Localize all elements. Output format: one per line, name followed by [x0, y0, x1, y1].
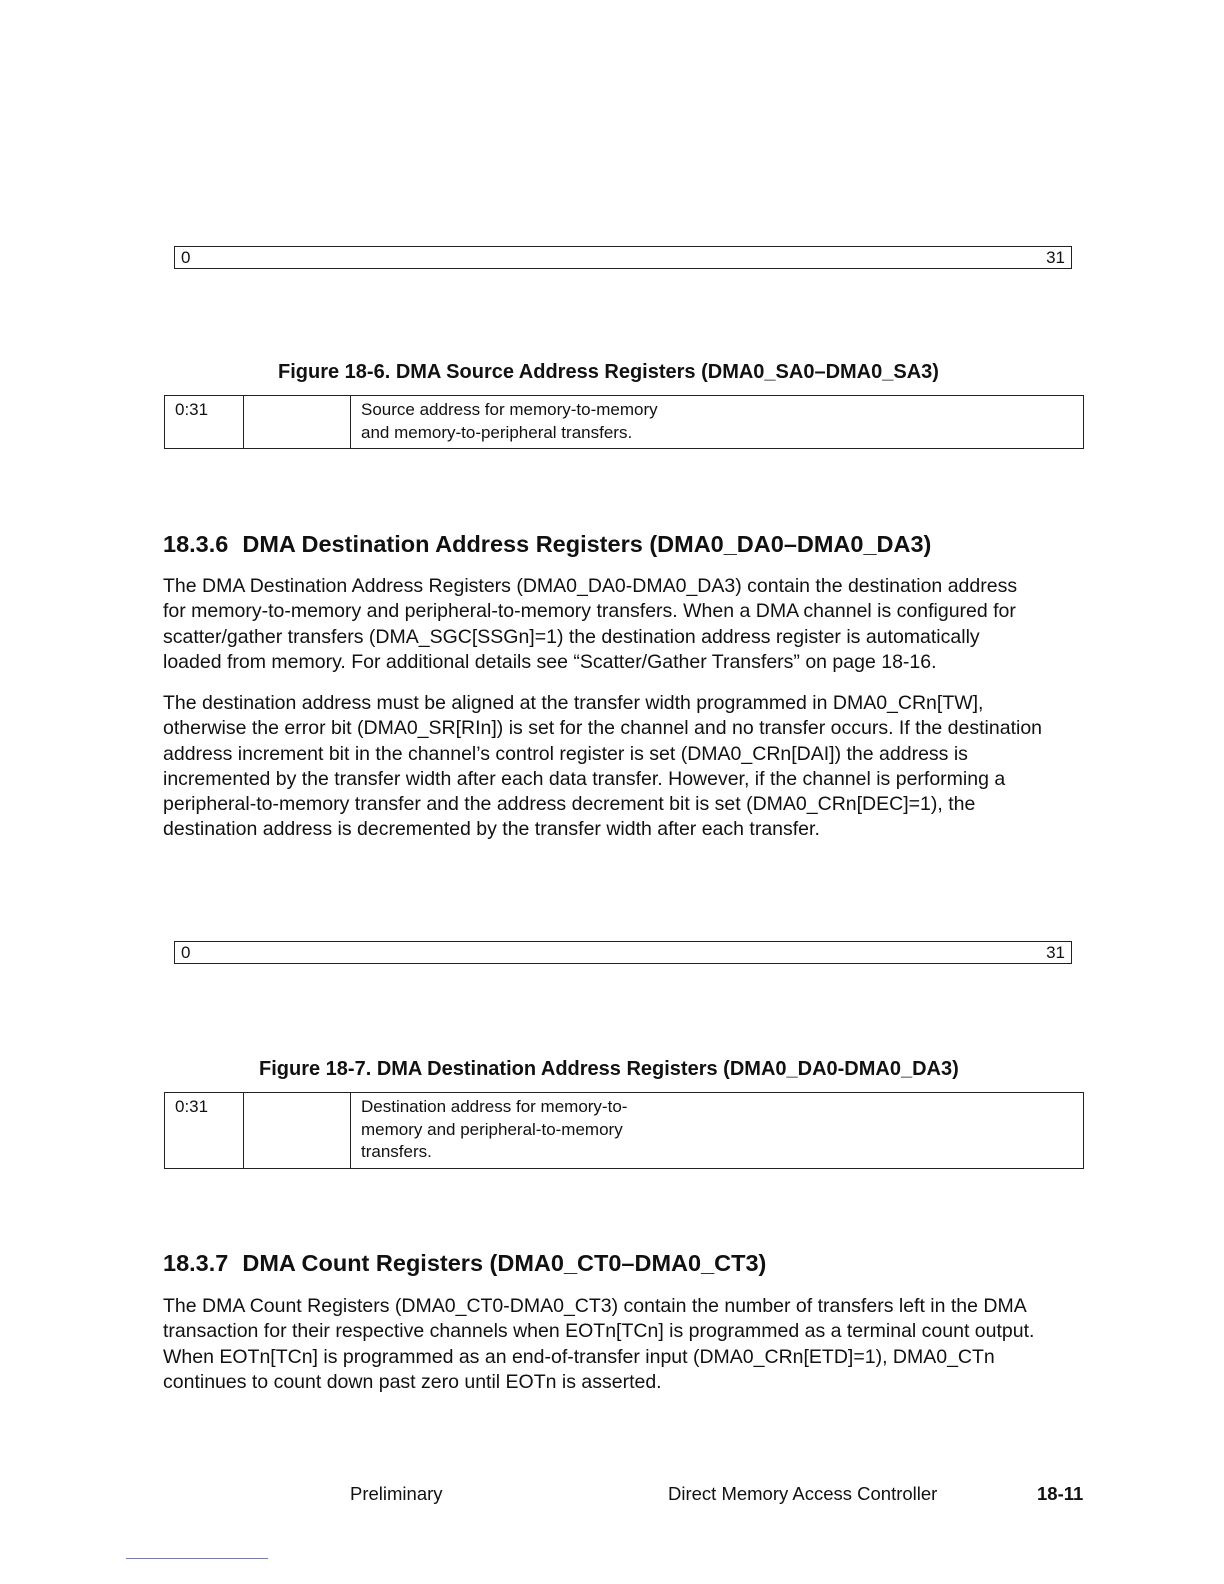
bit-label-high: 31	[1046, 943, 1065, 962]
section-heading-18-3-7	[163, 1250, 766, 1277]
page-number: 18-11	[1037, 1483, 1084, 1504]
paragraph: The DMA Destination Address Registers (DMA0_DA0-DMA0_DA3) contain the destination address for memory-to-memory and peripheral-to-memory transfers. When a DMA channel is configured for scatter/gather transfers (DMA_SGC[SSGn]=1) the destination address register is automatically loaded from memory. For additional details see “Scatter/Gather Transfers” on page 18-16.	[163, 575, 1018, 673]
section-number: 18.3.7	[163, 1250, 229, 1276]
field-name	[244, 1093, 351, 1169]
bit-label-low: 0	[181, 248, 191, 267]
divider	[126, 1558, 268, 1559]
footer-chapter: Direct Memory Access Controller	[668, 1483, 938, 1504]
section-number: 18.3.6	[163, 531, 229, 557]
paragraph: The destination address must be aligned at the transfer width programmed in DMA0_CRn[TW], otherwise the error bit (DMA0_SR[RIn]) is set for the channel and no transfer occurs. If the destination address increment bit in the channel’s control register is set (DMA0_CRn[DAI]) the address is incremented by the transfer width after each data transfer. However, if the channel is performing a peripheral-to-memory transfer and the address decrement bit is set (DMA0_CRn[DEC]=1), the destination address is decremented by the transfer width after each transfer.	[163, 692, 1043, 841]
figure-caption-18-6: Figure 18-6. DMA Source Address Registers (DMA0_SA0–DMA0_SA3)	[278, 361, 939, 383]
bit-label-high: 31	[1046, 248, 1065, 267]
figure-caption-18-7: Figure 18-7. DMA Destination Address Registers (DMA0_DA0-DMA0_DA3)	[259, 1058, 959, 1080]
field-table-da	[164, 1092, 1084, 1169]
field-description: Source address for memory-to-memory and memory-to-peripheral transfers.	[351, 396, 1084, 449]
section-title: DMA Destination Address Registers (DMA0_DA0–DMA0_DA3)	[242, 531, 932, 557]
section-title: DMA Count Registers (DMA0_CT0–DMA0_CT3)	[242, 1250, 767, 1276]
field-bits: 0:31	[165, 396, 244, 449]
field-bits: 0:31	[165, 1093, 244, 1169]
section-heading-18-3-6	[163, 531, 931, 558]
bit-label-low: 0	[181, 943, 191, 962]
footer-status: Preliminary	[350, 1483, 443, 1504]
field-name	[244, 396, 351, 449]
table-row	[165, 396, 1084, 449]
field-table-sa	[164, 395, 1084, 449]
paragraph: The DMA Count Registers (DMA0_CT0-DMA0_CT3) contain the number of transfers left in the DMA transaction for their respective channels when EOTn[TCn] is programmed as a terminal count output. When EOTn[TCn] is programmed as an end-of-transfer input (DMA0_CRn[ETD]=1), DMA0_CTn continues to count down past zero until EOTn is asserted.	[163, 1295, 1035, 1393]
register-bit-diagram-da	[174, 941, 1072, 964]
field-description: Destination address for memory-to- memory and peripheral-to-memory transfers.	[351, 1093, 1084, 1169]
table-row	[165, 1093, 1084, 1169]
register-bit-diagram-sa	[174, 246, 1072, 269]
